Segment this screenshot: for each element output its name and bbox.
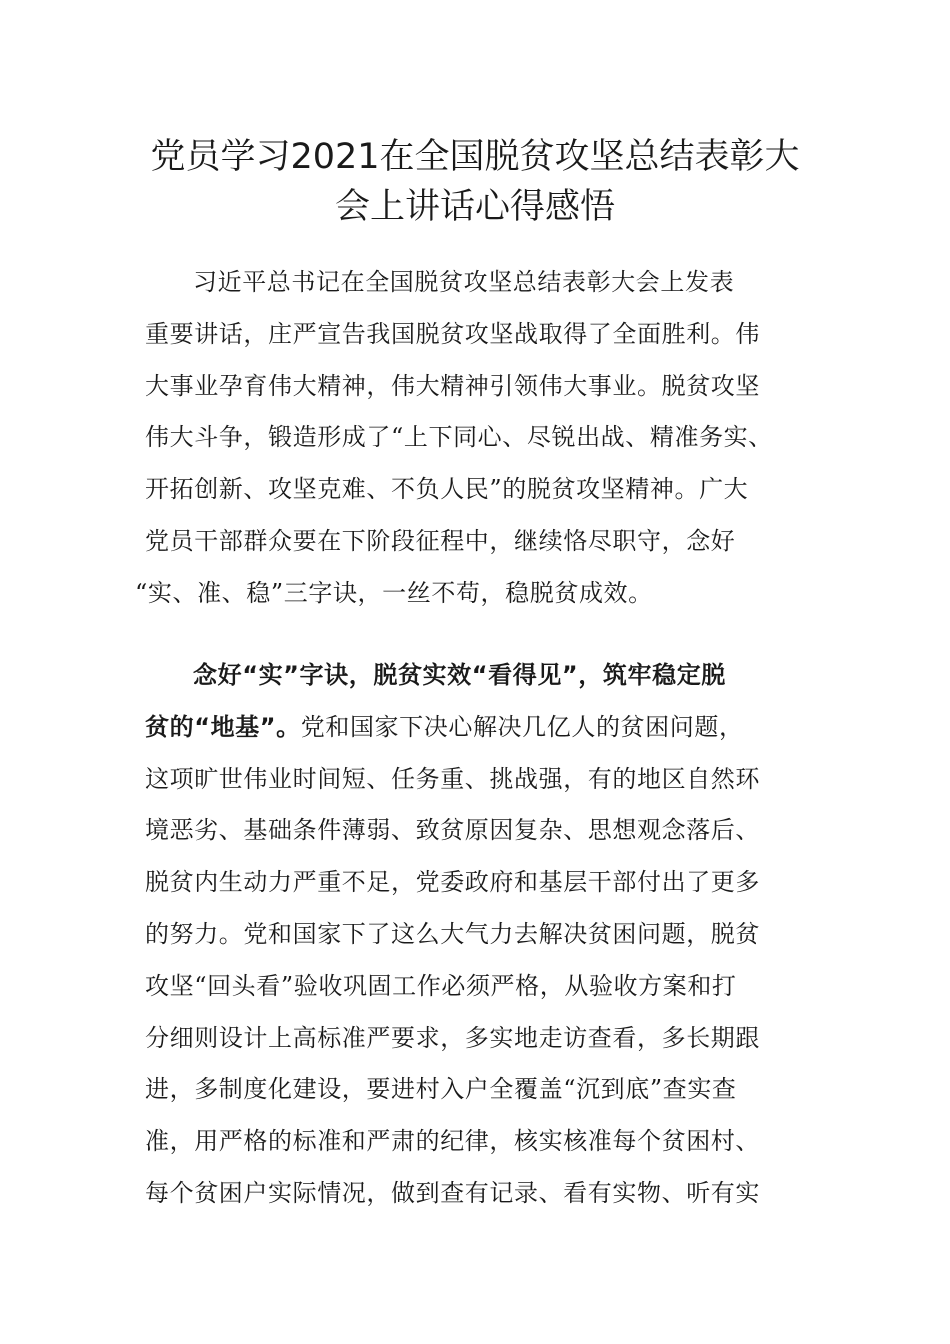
document-title: [100, 132, 850, 232]
paragraph-line: 习近平总书记在全国脱贫攻坚总结表彰大会上发表: [193, 268, 735, 296]
paragraph-line: 准，用严格的标准和严肃的纪律，核实核准每个贫困村、: [145, 1127, 760, 1156]
paragraph-line: “实、准、稳”三字诀，一丝不苟，稳脱贫成效。: [135, 578, 653, 607]
paragraph-text: 党和国家下决心解决几亿人的贫困问题，: [300, 712, 744, 741]
paragraph-line-mixed: [145, 702, 805, 754]
paragraph-line: 这项旷世伟业时间短、任务重、挑战强，有的地区自然环: [145, 764, 760, 793]
section-heading-end: 贫的“地基”。: [145, 712, 301, 741]
paragraph-line: 重要讲话，庄严宣告我国脱贫攻坚战取得了全面胜利。伟: [145, 319, 760, 348]
section-heading-line: 念好“实”字诀，脱贫实效“看得见”，筑牢稳定脱: [193, 661, 726, 689]
paragraph-line: 分细则设计上高标准严要求，多实地走访查看，多长期跟: [145, 1023, 760, 1052]
paragraph-line: 进，多制度化建设，要进村入户全覆盖“沉到底”查实查: [145, 1075, 737, 1104]
title-line-1: 党员学习2021在全国脱贫攻坚总结表彰大: [150, 137, 800, 177]
paragraph-line: 攻坚“回头看”验收巩固工作必须严格，从验收方案和打: [145, 971, 737, 1000]
title-line-2: 会上讲话心得感悟: [334, 187, 615, 227]
paragraph-line: 每个贫困户实际情况，做到查有记录、看有实物、听有实: [145, 1178, 760, 1207]
paragraph-line: 大事业孕育伟大精神，伟大精神引领伟大事业。脱贫攻坚: [145, 371, 760, 400]
section-paragraph: [145, 650, 805, 1220]
paragraph-line: 伟大斗争，锻造形成了“上下同心、尽锐出战、精准务实、: [145, 423, 773, 452]
paragraph-line: 开拓创新、攻坚克难、不负人民”的脱贫攻坚精神。广大: [145, 475, 749, 504]
intro-paragraph: [135, 257, 805, 620]
paragraph-line: 党员干部群众要在下阶段征程中，继续恪尽职守，念好: [145, 526, 736, 555]
paragraph-line: 脱贫内生动力严重不足，党委政府和基层干部付出了更多: [145, 868, 760, 897]
paragraph-line: 的努力。党和国家下了这么大气力去解决贫困问题，脱贫: [145, 919, 760, 948]
paragraph-line: 境恶劣、基础条件薄弱、致贫原因复杂、思想观念落后、: [145, 816, 760, 845]
